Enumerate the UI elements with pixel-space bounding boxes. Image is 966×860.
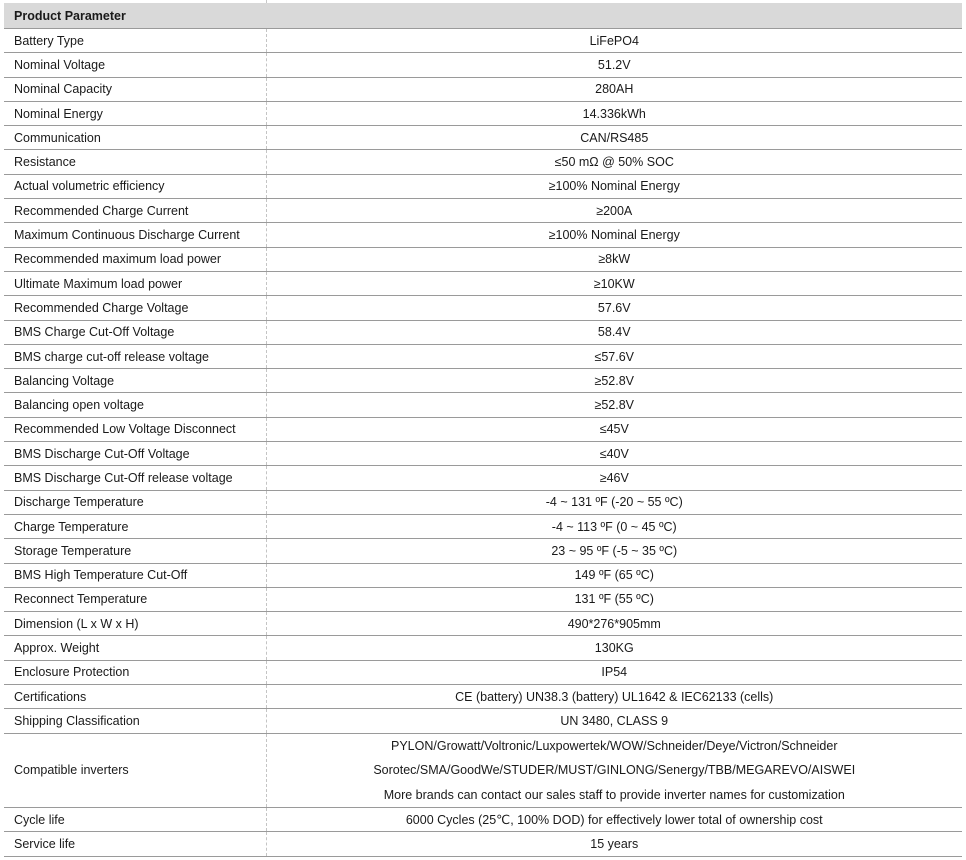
param-label: Shipping Classification <box>4 709 266 733</box>
param-label: Approx. Weight <box>4 636 266 660</box>
table-row <box>4 223 962 247</box>
param-label: Nominal Energy <box>4 101 266 125</box>
param-label: Compatible inverters <box>4 733 266 808</box>
inverter-list-line: More brands can contact our sales staff to provide inverter names for customization <box>383 787 845 802</box>
param-value: -4 ~ 131 ºF (-20 ~ 55 ºC) <box>266 490 962 514</box>
table-row <box>4 514 962 538</box>
inverter-list-line: Sorotec/SMA/GoodWe/STUDER/MUST/GINLONG/Senergy/TBB/MEGAREVO/AISWEI <box>373 763 856 778</box>
table-row <box>4 344 962 368</box>
param-label: BMS charge cut-off release voltage <box>4 344 266 368</box>
param-label: Nominal Capacity <box>4 77 266 101</box>
param-value: LiFePO4 <box>266 29 962 53</box>
param-label: BMS Discharge Cut-Off Voltage <box>4 442 266 466</box>
param-value-inverter-list <box>266 733 962 808</box>
table-row <box>4 709 962 733</box>
param-label: Enclosure Protection <box>4 660 266 684</box>
param-value: ≤57.6V <box>266 344 962 368</box>
param-value: ≥52.8V <box>266 393 962 417</box>
param-value: UN 3480, CLASS 9 <box>266 709 962 733</box>
param-label: Nominal Voltage <box>4 53 266 77</box>
param-value: ≥46V <box>266 466 962 490</box>
table-row <box>4 417 962 441</box>
param-value: ≥8kW <box>266 247 962 271</box>
table-row <box>4 53 962 77</box>
table-row <box>4 612 962 636</box>
param-value: 51.2V <box>266 53 962 77</box>
param-value: ≤50 mΩ @ 50% SOC <box>266 150 962 174</box>
table-row <box>4 490 962 514</box>
table-row <box>4 199 962 223</box>
param-label: Service life <box>4 832 266 856</box>
param-value: CE (battery) UN38.3 (battery) UL1642 & IEC62133 (cells) <box>266 685 962 709</box>
param-value: ≤45V <box>266 417 962 441</box>
table-row <box>4 393 962 417</box>
param-label: Recommended Charge Current <box>4 199 266 223</box>
param-label: Balancing open voltage <box>4 393 266 417</box>
param-value: 58.4V <box>266 320 962 344</box>
table-row <box>4 150 962 174</box>
param-label: Balancing Voltage <box>4 369 266 393</box>
param-label: Charge Temperature <box>4 514 266 538</box>
table-title: Product Parameter <box>4 3 962 29</box>
param-label: Communication <box>4 126 266 150</box>
param-label: Discharge Temperature <box>4 490 266 514</box>
table-row <box>4 636 962 660</box>
table-header-row <box>4 3 962 29</box>
table-row <box>4 174 962 198</box>
param-value: 15 years <box>266 832 962 856</box>
table-row <box>4 685 962 709</box>
table-row <box>4 247 962 271</box>
table-row <box>4 832 962 856</box>
table-row <box>4 587 962 611</box>
table-row <box>4 29 962 53</box>
table-row-compatible-inverters <box>4 733 962 808</box>
param-value: ≥10KW <box>266 271 962 295</box>
param-label: Dimension (L x W x H) <box>4 612 266 636</box>
param-value: ≤40V <box>266 442 962 466</box>
param-label: Maximum Continuous Discharge Current <box>4 223 266 247</box>
table-row <box>4 271 962 295</box>
param-label: Storage Temperature <box>4 539 266 563</box>
param-value: ≥100% Nominal Energy <box>266 223 962 247</box>
table-row <box>4 539 962 563</box>
param-label: BMS Charge Cut-Off Voltage <box>4 320 266 344</box>
param-label: Recommended maximum load power <box>4 247 266 271</box>
param-label: Recommended Low Voltage Disconnect <box>4 417 266 441</box>
param-label: Actual volumetric efficiency <box>4 174 266 198</box>
table-row <box>4 369 962 393</box>
table-row <box>4 320 962 344</box>
table-row <box>4 101 962 125</box>
param-label: Certifications <box>4 685 266 709</box>
param-label: BMS High Temperature Cut-Off <box>4 563 266 587</box>
param-value: IP54 <box>266 660 962 684</box>
param-label: BMS Discharge Cut-Off release voltage <box>4 466 266 490</box>
table-row <box>4 563 962 587</box>
param-label: Cycle life <box>4 808 266 832</box>
param-label: Battery Type <box>4 29 266 53</box>
inverter-list-line: PYLON/Growatt/Voltronic/Luxpowertek/WOW/Schneider/Deye/Victron/Schneider <box>391 738 838 753</box>
param-value: 490*276*905mm <box>266 612 962 636</box>
param-label: Ultimate Maximum load power <box>4 271 266 295</box>
param-value: 23 ~ 95 ºF (-5 ~ 35 ºC) <box>266 539 962 563</box>
table-row <box>4 660 962 684</box>
table-row <box>4 808 962 832</box>
param-value: 130KG <box>266 636 962 660</box>
product-parameter-table <box>4 3 962 857</box>
table-row <box>4 466 962 490</box>
param-value: ≥52.8V <box>266 369 962 393</box>
param-value: 14.336kWh <box>266 101 962 125</box>
param-label: Recommended Charge Voltage <box>4 296 266 320</box>
param-value: 280AH <box>266 77 962 101</box>
param-label: Resistance <box>4 150 266 174</box>
param-value: 131 ºF (55 ºC) <box>266 587 962 611</box>
table-row <box>4 126 962 150</box>
table-row <box>4 296 962 320</box>
param-value: 6000 Cycles (25℃, 100% DOD) for effectively lower total of ownership cost <box>266 808 962 832</box>
param-value: ≥100% Nominal Energy <box>266 174 962 198</box>
param-value: 149 ºF (65 ºC) <box>266 563 962 587</box>
param-label: Reconnect Temperature <box>4 587 266 611</box>
table-row <box>4 77 962 101</box>
param-value: ≥200A <box>266 199 962 223</box>
param-value: 57.6V <box>266 296 962 320</box>
table-row <box>4 442 962 466</box>
param-value: CAN/RS485 <box>266 126 962 150</box>
param-value: -4 ~ 113 ºF (0 ~ 45 ºC) <box>266 514 962 538</box>
